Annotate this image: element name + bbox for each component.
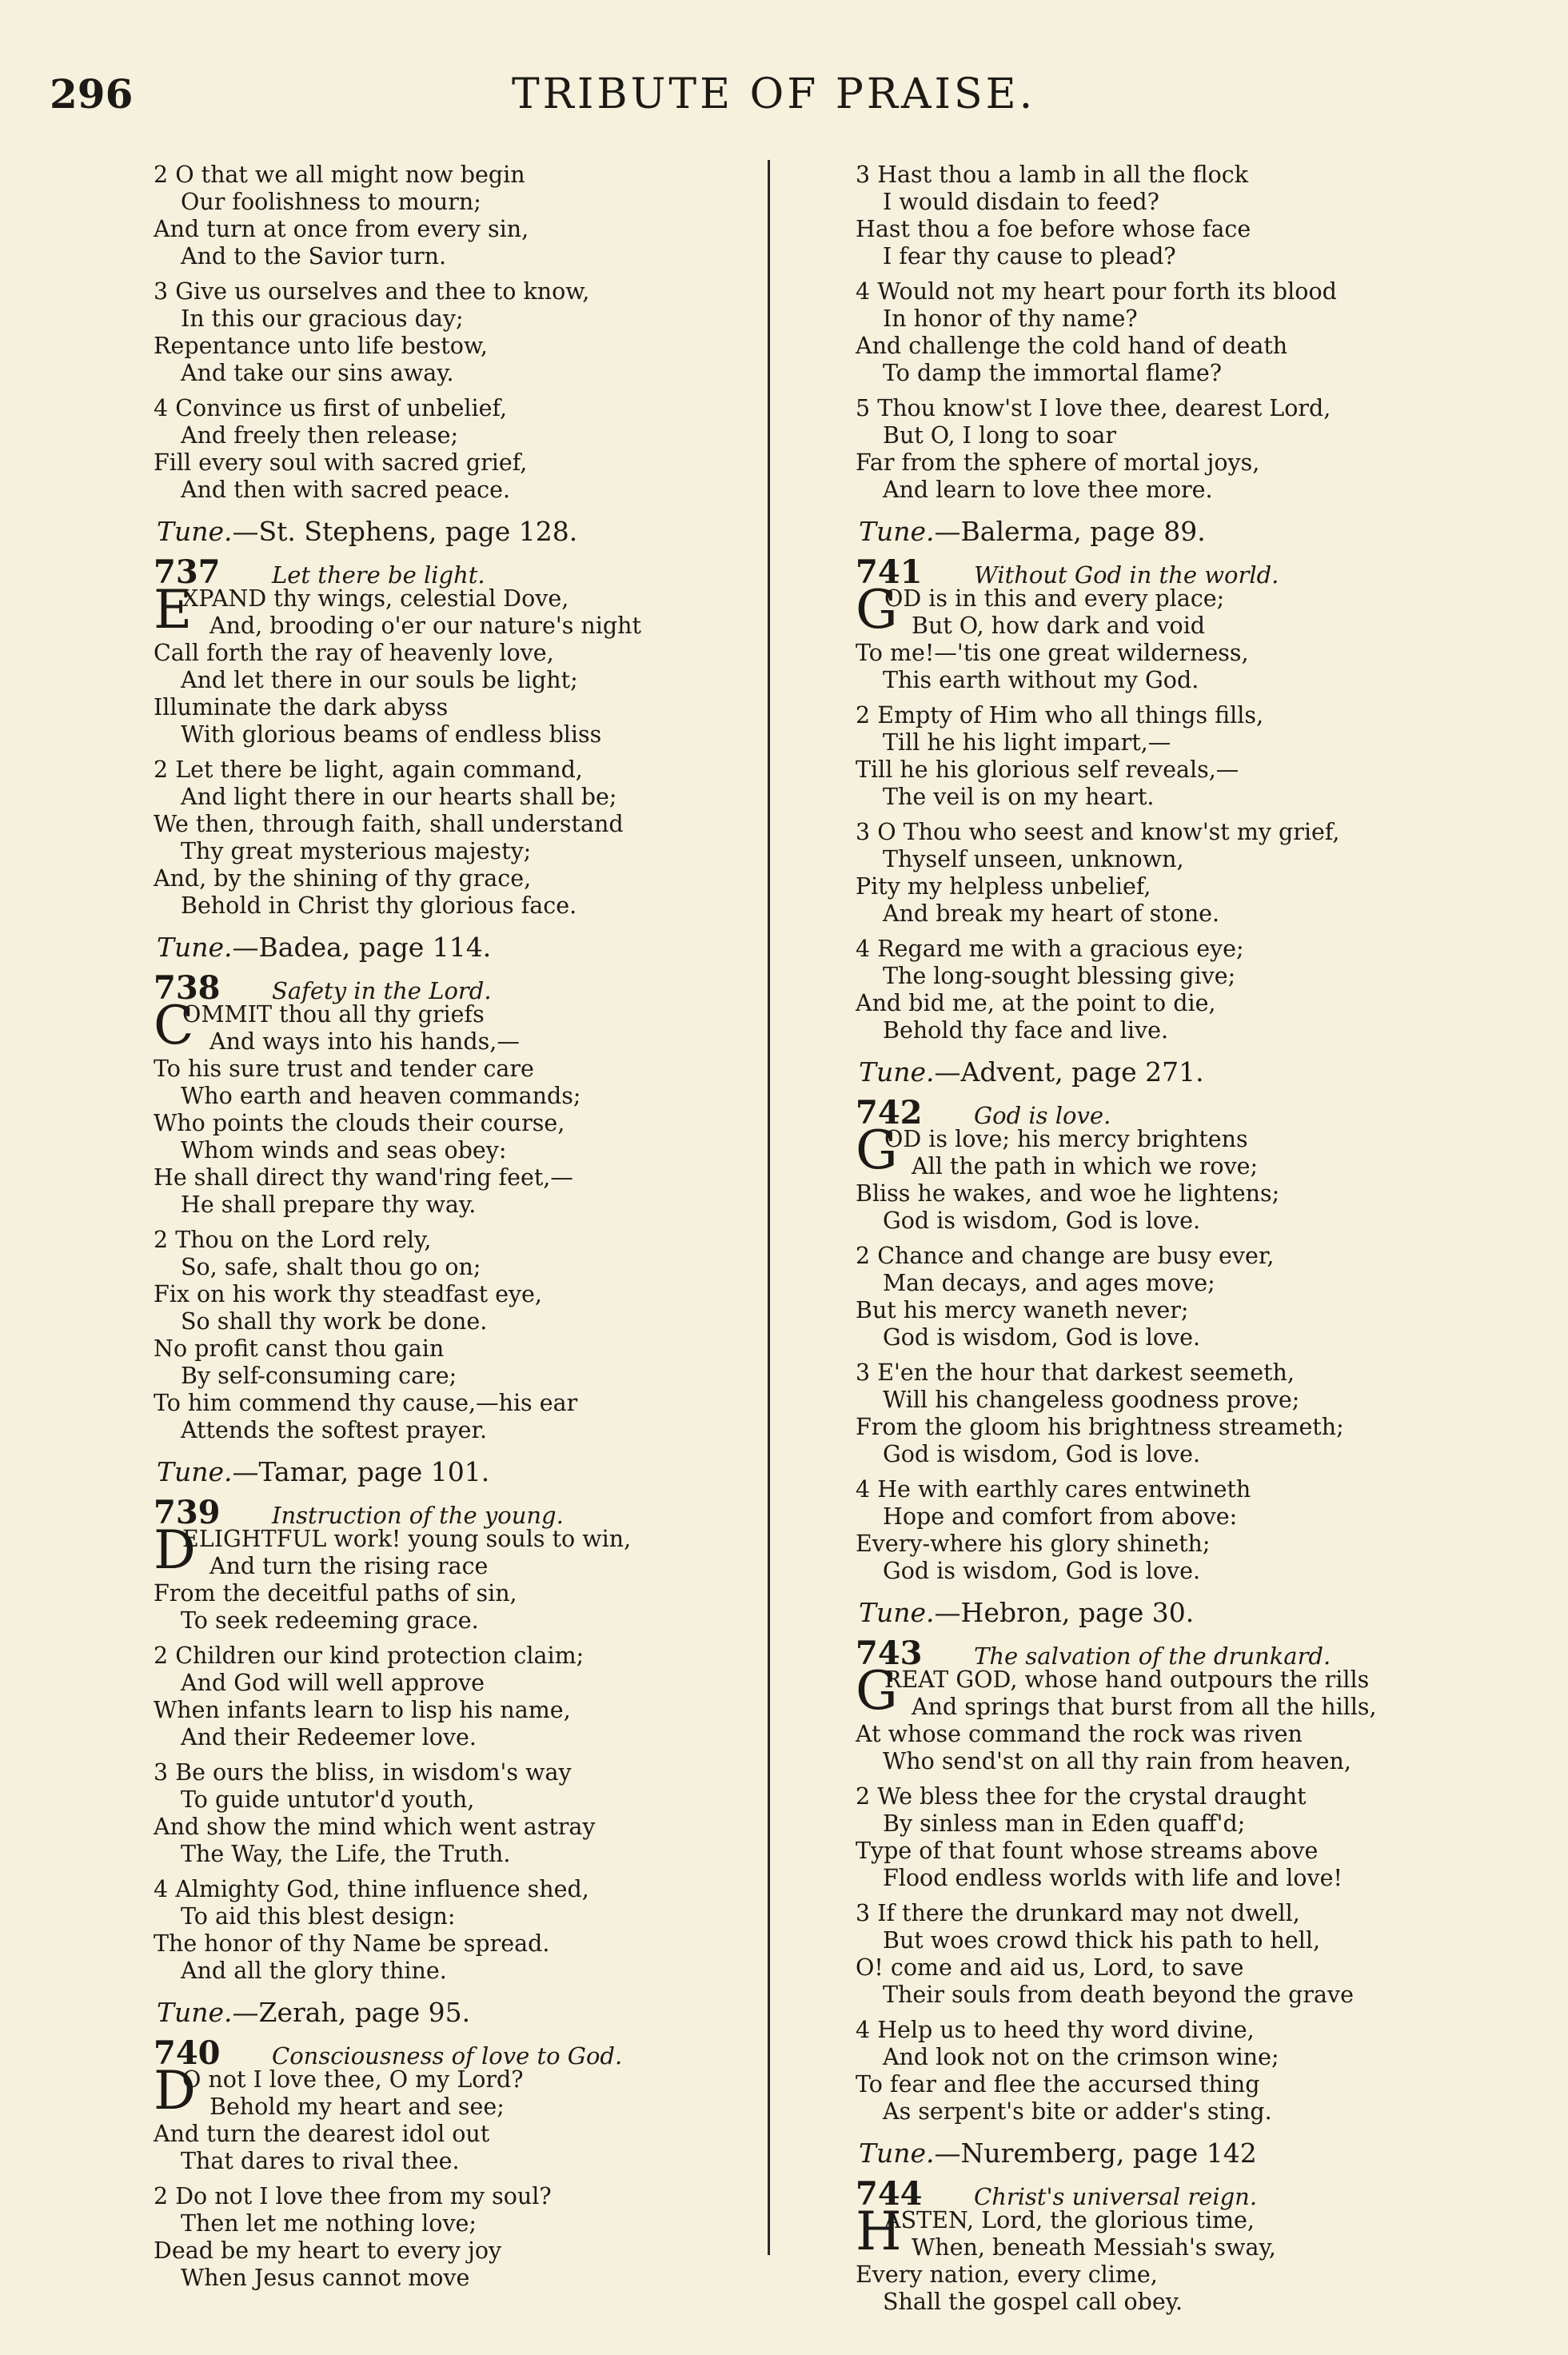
verse-first-line: 4 Convince us first of unbelief, [154, 395, 508, 421]
first-lines [182, 2066, 745, 2121]
verse-line: Type of that fount whose streams above [856, 1838, 1319, 1864]
tune-label: Tune. [157, 932, 233, 963]
verse-line: And then with sacred peace. [181, 477, 511, 503]
verse-first-line: 4 Almighty God, thine influence shed, [154, 1876, 589, 1902]
verse-line: And, brooding o'er our nature's night [209, 613, 641, 639]
verse-line: O not I love thee, O my Lord? [182, 2066, 524, 2093]
verse-line: And turn the dearest idol out [154, 2121, 490, 2147]
verse-line: To seek redeeming grace. [181, 1607, 479, 1634]
running-title: TRIBUTE OF PRAISE. [512, 70, 1036, 118]
drop-cap: G [856, 1660, 898, 1722]
verse-line: And look not on the crimson wine; [883, 2044, 1279, 2070]
verse-line: Then let me nothing love; [181, 2210, 477, 2237]
verse-first-line: 2 Thou on the Lord rely, [154, 1227, 432, 1253]
verse-line: No profit canst thou gain [154, 1335, 445, 1362]
tune-line [856, 1595, 1439, 1631]
verse-line: And to the Savior turn. [181, 243, 447, 269]
hymn-number: 737 [154, 553, 221, 591]
verse-line: From the gloom his brightness streameth; [856, 1414, 1344, 1440]
first-lines [182, 1001, 745, 1056]
verse-line: Flood endless worlds with life and love! [883, 1865, 1343, 1891]
verse-line: Who points the clouds their course, [154, 1110, 565, 1136]
tune-label: Tune. [157, 1997, 233, 2028]
verse-line: But his mercy waneth never; [856, 1297, 1189, 1323]
left-column [154, 154, 745, 2292]
hymn-heading [154, 2034, 745, 2072]
tune-name: —Tamar, page 101. [232, 1456, 490, 1487]
verse-line: God is wisdom, God is love. [883, 1324, 1201, 1351]
hymn-number: 743 [856, 1635, 923, 1672]
hymn-number: 744 [856, 2175, 923, 2213]
drop-cap: G [856, 1120, 898, 1181]
hymn-title: Instruction of the young. [272, 1502, 564, 1529]
verse-line: From the deceitful paths of sin, [154, 1580, 517, 1607]
verse-line: Fix on his work thy steadfast eye, [154, 1281, 542, 1307]
tune-label: Tune. [859, 1056, 935, 1088]
verse-line: By sinless man in Eden quaff'd; [883, 1810, 1246, 1837]
verse-first-line: 3 Hast thou a lamb in all the flock [856, 162, 1248, 188]
verse-first-line: 3 E'en the hour that darkest seemeth, [856, 1359, 1295, 1386]
tune-name: —Advent, page 271. [934, 1056, 1204, 1088]
verse-line: Far from the sphere of mortal joys, [856, 449, 1260, 476]
verse-first-line: 4 Help us to heed thy word divine, [856, 2017, 1255, 2043]
verse-line: Will his changeless goodness prove; [883, 1387, 1300, 1413]
verse-line: But O, I long to soar [883, 422, 1116, 449]
verse-line: But woes crowd thick his path to hell, [883, 1927, 1321, 1954]
hymn-heading [856, 1094, 1439, 1132]
hymn-heading [154, 553, 745, 591]
hymn-title: Without God in the world. [974, 561, 1279, 589]
verse-first-line: 2 Let there be light, again command, [154, 756, 583, 783]
verse-line: Every nation, every clime, [856, 2261, 1158, 2288]
verse-line: To damp the immortal flame? [883, 360, 1223, 386]
hymn-heading [856, 2175, 1439, 2213]
verse-line: And freely then release; [181, 422, 459, 449]
tune-name: —Balerma, page 89. [934, 516, 1206, 547]
verse-line: As serpent's bite or adder's sting. [883, 2098, 1272, 2125]
verse-first-line: 5 Thou know'st I love thee, dearest Lord, [856, 395, 1331, 421]
page-header [0, 70, 1568, 134]
verse-line: Who send'st on all thy rain from heaven, [883, 1748, 1351, 1774]
tune-label: Tune. [859, 1597, 935, 1628]
verse-first-line: 2 Children our kind protection claim; [154, 1643, 585, 1669]
tune-name: —St. Stephens, page 128. [232, 516, 578, 547]
verse-first-line: 4 Would not my heart pour forth its blood [856, 278, 1337, 305]
verse-line: Call forth the ray of heavenly love, [154, 640, 554, 666]
hymn-title: Let there be light. [272, 561, 485, 589]
verse-line: Behold thy face and live. [883, 1017, 1169, 1044]
hymn-title: The salvation of the drunkard. [974, 1643, 1331, 1670]
verse-line: He shall direct thy wand'ring feet,— [154, 1164, 573, 1191]
verse-line: Hast thou a foe before whose face [856, 216, 1251, 242]
hymn-number: 740 [154, 2034, 221, 2072]
tune-line [856, 513, 1439, 550]
verse-line: By self-consuming care; [181, 1363, 457, 1389]
verse-line: Behold in Christ thy glorious face. [181, 892, 577, 919]
verse-line: In this our gracious day; [181, 305, 464, 332]
column-divider [768, 160, 770, 2255]
verse-line: And show the mind which went astray [154, 1814, 596, 1840]
verse-line: Our foolishness to mourn; [181, 189, 481, 215]
verse-line: When infants learn to lisp his name, [154, 1697, 571, 1723]
first-stanza-opening [856, 2201, 1439, 2262]
verse-line: That dares to rival thee. [181, 2148, 460, 2174]
tune-line [154, 929, 745, 966]
hymn-heading [154, 969, 745, 1007]
hymn-title: God is love. [974, 1102, 1111, 1129]
hymn-number: 741 [856, 553, 923, 591]
tune-line [154, 1454, 745, 1491]
verse-line: And their Redeemer love. [181, 1724, 477, 1750]
verse-line: And turn the rising race [209, 1553, 489, 1579]
first-stanza-opening [154, 995, 745, 1056]
verse-line: To him commend thy cause,—his ear [154, 1390, 578, 1416]
verse-line: And turn at once from every sin, [154, 216, 529, 242]
verse-line: Every-where his glory shineth; [856, 1531, 1211, 1557]
first-lines [182, 1526, 745, 1580]
hymn-number: 742 [856, 1094, 923, 1132]
verse-line: Illuminate the dark abyss [154, 694, 449, 720]
page-number: 296 [50, 70, 134, 118]
verse-line: To me!—'tis one great wilderness, [856, 640, 1249, 666]
drop-cap: D [154, 2060, 196, 2121]
tune-name: —Hebron, page 30. [934, 1597, 1195, 1628]
tune-label: Tune. [859, 2137, 935, 2169]
hymn-heading [856, 1635, 1439, 1672]
verse-line: Repentance unto life bestow, [154, 333, 488, 359]
verse-first-line: 2 Empty of Him who all things fills, [856, 702, 1264, 728]
verse-line: And learn to love thee more. [883, 477, 1213, 503]
tune-line [154, 513, 745, 550]
hymn-heading [154, 1494, 745, 1531]
first-lines [884, 2207, 1439, 2261]
verse-line: To aid this blest design: [181, 1903, 456, 1930]
verse-line: The veil is on my heart. [883, 784, 1155, 810]
tune-name: —Nuremberg, page 142 [934, 2137, 1257, 2169]
verse-line: Pity my helpless unbelief, [856, 873, 1151, 900]
first-stanza-opening [856, 579, 1439, 641]
verse-line: The honor of thy Name be spread. [154, 1930, 550, 1957]
tune-name: —Badea, page 114. [232, 932, 492, 963]
verse-line: This earth without my God. [883, 667, 1199, 693]
verse-line: Till he his glorious self reveals,— [856, 756, 1239, 783]
verse-line: With glorious beams of endless bliss [181, 721, 602, 748]
verse-line: I fear thy cause to plead? [883, 243, 1176, 269]
verse-line: To his sure trust and tender care [154, 1056, 534, 1082]
verse-line: The long-sought blessing give; [883, 963, 1236, 989]
verse-line: And take our sins away. [181, 360, 454, 386]
verse-line: So shall thy work be done. [181, 1308, 488, 1335]
verse-line: And let there in our souls be light; [181, 667, 578, 693]
verse-line: To fear and flee the accursed thing [856, 2071, 1260, 2098]
hymn-number: 739 [154, 1494, 221, 1531]
first-lines [884, 585, 1439, 640]
verse-line: Fill every soul with sacred grief, [154, 449, 528, 476]
tune-line [856, 2135, 1439, 2172]
tune-label: Tune. [157, 1456, 233, 1487]
drop-cap: C [154, 995, 194, 1056]
first-lines [884, 1666, 1439, 1721]
verse-line: Behold my heart and see; [209, 2094, 505, 2120]
first-stanza-opening [154, 1519, 745, 1581]
verse-first-line: 3 O Thou who seest and know'st my grief, [856, 819, 1340, 845]
drop-cap: D [154, 1519, 196, 1581]
verse-line: I would disdain to feed? [883, 189, 1159, 215]
verse-line: OD is love; his mercy brightens [884, 1126, 1248, 1152]
verse-line: We then, through faith, shall understand [154, 811, 624, 837]
verse-line: And challenge the cold hand of death [856, 333, 1288, 359]
first-stanza-opening [154, 579, 745, 641]
verse-line: Man decays, and ages move; [883, 1270, 1215, 1296]
verse-line: But O, how dark and void [912, 613, 1206, 639]
verse-line: He shall prepare thy way. [181, 1191, 477, 1218]
hymn-title: Safety in the Lord. [272, 977, 492, 1004]
verse-line: ASTEN, Lord, the glorious time, [884, 2207, 1255, 2233]
verse-line: Thyself unseen, unknown, [883, 846, 1184, 872]
verse-first-line: 2 O that we all might now begin [154, 162, 525, 188]
tune-label: Tune. [859, 516, 935, 547]
verse-first-line: 2 We bless thee for the crystal draught [856, 1783, 1307, 1810]
verse-line: In honor of thy name? [883, 305, 1138, 332]
verse-line: OD is in this and every place; [884, 585, 1225, 612]
verse-line: REAT GOD, whose hand outpours the rills [884, 1666, 1370, 1693]
verse-first-line: 4 Regard me with a gracious eye; [856, 936, 1244, 962]
verse-line: Hope and comfort from above: [883, 1503, 1238, 1530]
verse-line: And break my heart of stone. [883, 900, 1220, 927]
verse-line: God is wisdom, God is love. [883, 1558, 1201, 1584]
verse-line: Shall the gospel call obey. [883, 2289, 1183, 2315]
verse-line: Bliss he wakes, and woe he lightens; [856, 1180, 1280, 1207]
verse-line: And springs that burst from all the hills, [912, 1694, 1377, 1720]
tune-line [154, 1994, 745, 2031]
verse-line: Attends the softest prayer. [181, 1417, 488, 1443]
first-stanza-opening [856, 1660, 1439, 1722]
verse-line: And God will well approve [181, 1670, 485, 1696]
verse-line: And, by the shining of thy grace, [154, 865, 532, 892]
hymn-number: 738 [154, 969, 221, 1007]
verse-line: OMMIT thou all thy griefs [182, 1001, 485, 1028]
first-lines [182, 585, 745, 640]
verse-line: The Way, the Life, the Truth. [181, 1841, 511, 1867]
drop-cap: E [154, 579, 193, 641]
tune-label: Tune. [157, 516, 233, 547]
verse-line: Their souls from death beyond the grave [883, 1982, 1354, 2008]
verse-line: When, beneath Messiah's sway, [912, 2234, 1276, 2261]
verse-line: O! come and aid us, Lord, to save [856, 1954, 1244, 1981]
verse-line: At whose command the rock was riven [856, 1721, 1303, 1747]
verse-line: God is wisdom, God is love. [883, 1441, 1201, 1467]
tune-line [856, 1054, 1439, 1091]
hymn-title: Christ's universal reign. [974, 2183, 1258, 2210]
right-column [856, 154, 1439, 2316]
drop-cap: H [856, 2201, 902, 2262]
verse-line: XPAND thy wings, celestial Dove, [182, 585, 569, 612]
verse-line: ELIGHTFUL work! young souls to win, [182, 1526, 632, 1552]
verse-line: Who earth and heaven commands; [181, 1083, 581, 1109]
verse-line: And ways into his hands,— [209, 1028, 520, 1055]
verse-line: God is wisdom, God is love. [883, 1207, 1201, 1234]
verse-line: And light there in our hearts shall be; [181, 784, 617, 810]
verse-line: Dead be my heart to every joy [154, 2237, 502, 2264]
verse-first-line: 3 Give us ourselves and thee to know, [154, 278, 590, 305]
verse-line: So, safe, shalt thou go on; [181, 1254, 481, 1280]
verse-first-line: 4 He with earthly cares entwineth [856, 1476, 1251, 1503]
first-lines [884, 1126, 1439, 1180]
verse-line: Till he his light impart,— [883, 729, 1171, 756]
verse-line: And bid me, at the point to die, [856, 990, 1216, 1016]
verse-line: When Jesus cannot move [181, 2265, 470, 2291]
drop-cap: G [856, 579, 898, 641]
hymn-title: Consciousness of love to God. [272, 2042, 623, 2070]
verse-line: Whom winds and seas obey: [181, 1137, 507, 1164]
verse-first-line: 3 Be ours the bliss, in wisdom's way [154, 1759, 572, 1786]
hymn-heading [856, 553, 1439, 591]
verse-first-line: 3 If there the drunkard may not dwell, [856, 1900, 1300, 1926]
verse-line: To guide untutor'd youth, [181, 1786, 475, 1813]
verse-line: Thy great mysterious majesty; [181, 838, 532, 864]
verse-first-line: 2 Do not I love thee from my soul? [154, 2183, 552, 2209]
tune-name: —Zerah, page 95. [232, 1997, 471, 2028]
first-stanza-opening [154, 2060, 745, 2121]
first-stanza-opening [856, 1120, 1439, 1181]
verse-line: All the path in which we rove; [912, 1153, 1259, 1179]
verse-line: And all the glory thine. [181, 1958, 447, 1984]
verse-first-line: 2 Chance and change are busy ever, [856, 1243, 1275, 1269]
